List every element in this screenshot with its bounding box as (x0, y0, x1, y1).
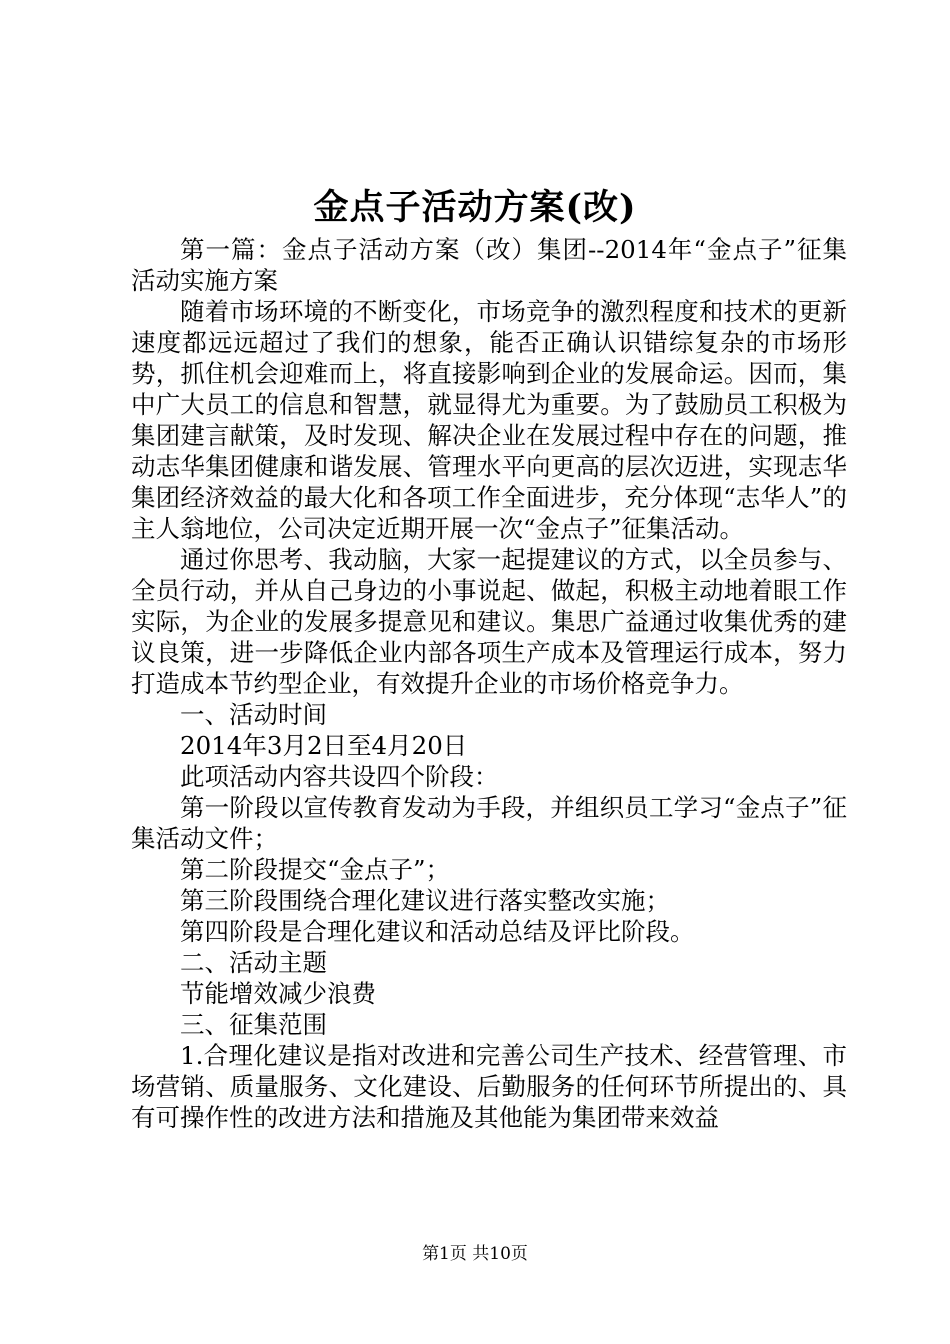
paragraph-purpose: 通过你思考、我动脑，大家一起提建议的方式，以全员参与、全员行动，并从自己身边的小事说起、做起，积极主动地着眼工作实际，为企业的发展多提意见和建议。集思广益通过收集优秀的建议良策，进一步降低企业内部各项生产成本及管理运行成本，努力打造成本节约型企业，有效提升企业的市场价格竞争力。 (131, 545, 847, 698)
stage-3: 第三阶段围绕合理化建议进行落实整改实施； (180, 886, 670, 915)
section-heading-scope: 三、征集范围 (180, 1010, 327, 1039)
document-body (131, 234, 847, 1133)
stages-intro: 此项活动内容共设四个阶段： (180, 762, 499, 791)
stage-4: 第四阶段是合理化建议和活动总结及评比阶段。 (180, 917, 695, 946)
paragraph-intro-heading: 第一篇：金点子活动方案（改）集团--2014年“金点子”征集活动实施方案 (131, 235, 847, 295)
section-heading-time: 一、活动时间 (180, 700, 327, 729)
stage-1: 第一阶段以宣传教育发动为手段，并组织员工学习“金点子”征集活动文件； (131, 793, 847, 853)
page-number: 第1页 共10页 (422, 1244, 528, 1264)
activity-theme: 节能增效减少浪费 (180, 979, 376, 1008)
section-heading-theme: 二、活动主题 (180, 948, 327, 977)
activity-dates: 2014年3月2日至4月20日 (180, 731, 468, 760)
paragraph-background: 随着市场环境的不断变化，市场竞争的激烈程度和技术的更新速度都远远超过了我们的想象，能否正确认识错综复杂的市场形势，抓住机会迎难而上，将直接影响到企业的发展命运。因而，集中广大员工的信息和智慧，就显得尤为重要。为了鼓励员工积极为集团建言献策，及时发现、解决企业在发展过程中存在的问题，推动志华集团健康和谐发展、管理水平向更高的层次迈进，实现志华集团经济效益的最大化和各项工作全面进步，充分体现“志华人”的主人翁地位，公司决定近期开展一次“金点子”征集活动。 (131, 297, 847, 543)
document-title: 金点子活动方案(改) (313, 187, 637, 228)
scope-item-1: 1.合理化建议是指对改进和完善公司生产技术、经营管理、市场营销、质量服务、文化建设、后勤服务的任何环节所提出的、具有可操作性的改进方法和措施及其他能为集团带来效益 (131, 1041, 847, 1132)
stage-2: 第二阶段提交“金点子”； (180, 855, 451, 884)
